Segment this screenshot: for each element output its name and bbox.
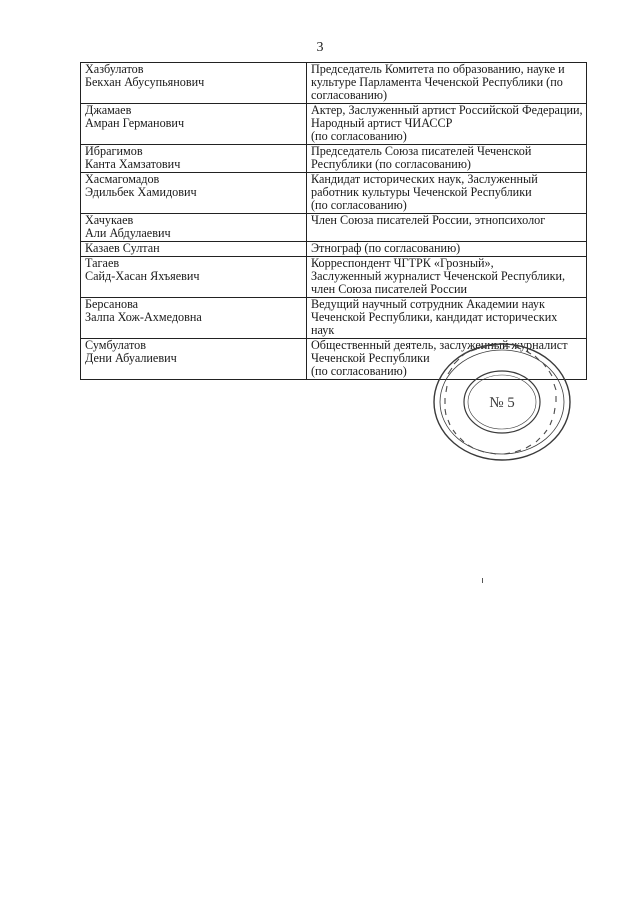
members-table: [80, 62, 587, 380]
table-row: [81, 63, 587, 104]
table-row: [81, 173, 587, 214]
member-name: Джамаев Амран Германович: [81, 104, 307, 145]
table-row: [81, 242, 587, 257]
member-role: Кандидат исторических наук, Заслуженный работник культуры Чеченской Республики (по согласованию): [307, 173, 587, 214]
member-name: Сумбулатов Дени Абуалиевич: [81, 339, 307, 380]
member-name: Хачукаев Али Абдулаевич: [81, 214, 307, 242]
table-row: [81, 214, 587, 242]
member-name: Казаев Султан: [81, 242, 307, 257]
member-name: Хазбулатов Бекхан Абусупьянович: [81, 63, 307, 104]
member-name: Тагаев Сайд-Хасан Яхъяевич: [81, 257, 307, 298]
table-row: [81, 104, 587, 145]
table-row: [81, 257, 587, 298]
member-role: Этнограф (по согласованию): [307, 242, 587, 257]
member-name: Берсанова Залпа Хож-Ахмедовна: [81, 298, 307, 339]
seal-number: № 5: [489, 395, 515, 411]
stray-mark: [482, 578, 483, 583]
member-role: Председатель Союза писателей Чеченской Республики (по согласованию): [307, 145, 587, 173]
member-name: Ибрагимов Канта Хамзатович: [81, 145, 307, 173]
official-seal: [426, 334, 576, 464]
member-role: Член Союза писателей России, этнопсихолог: [307, 214, 587, 242]
table-row: [81, 298, 587, 339]
member-name: Хасмагомадов Эдильбек Хамидович: [81, 173, 307, 214]
member-role: Ведущий научный сотрудник Академии наук Чеченской Республики, кандидат исторических наук: [307, 298, 587, 339]
page-number: 3: [316, 40, 324, 55]
member-role: Актер, Заслуженный артист Российской Федерации, Народный артист ЧИАССР (по согласованию): [307, 104, 587, 145]
member-role: Корреспондент ЧГТРК «Грозный», Заслуженный журналист Чеченской Республики, член Союза писателей России: [307, 257, 587, 298]
member-role: Председатель Комитета по образованию, науке и культуре Парламента Чеченской Республики (по согласованию): [307, 63, 587, 104]
table-row: [81, 145, 587, 173]
member-role: Общественный деятель, заслуженный журналист Чеченской Республики (по согласованию): [307, 339, 587, 380]
